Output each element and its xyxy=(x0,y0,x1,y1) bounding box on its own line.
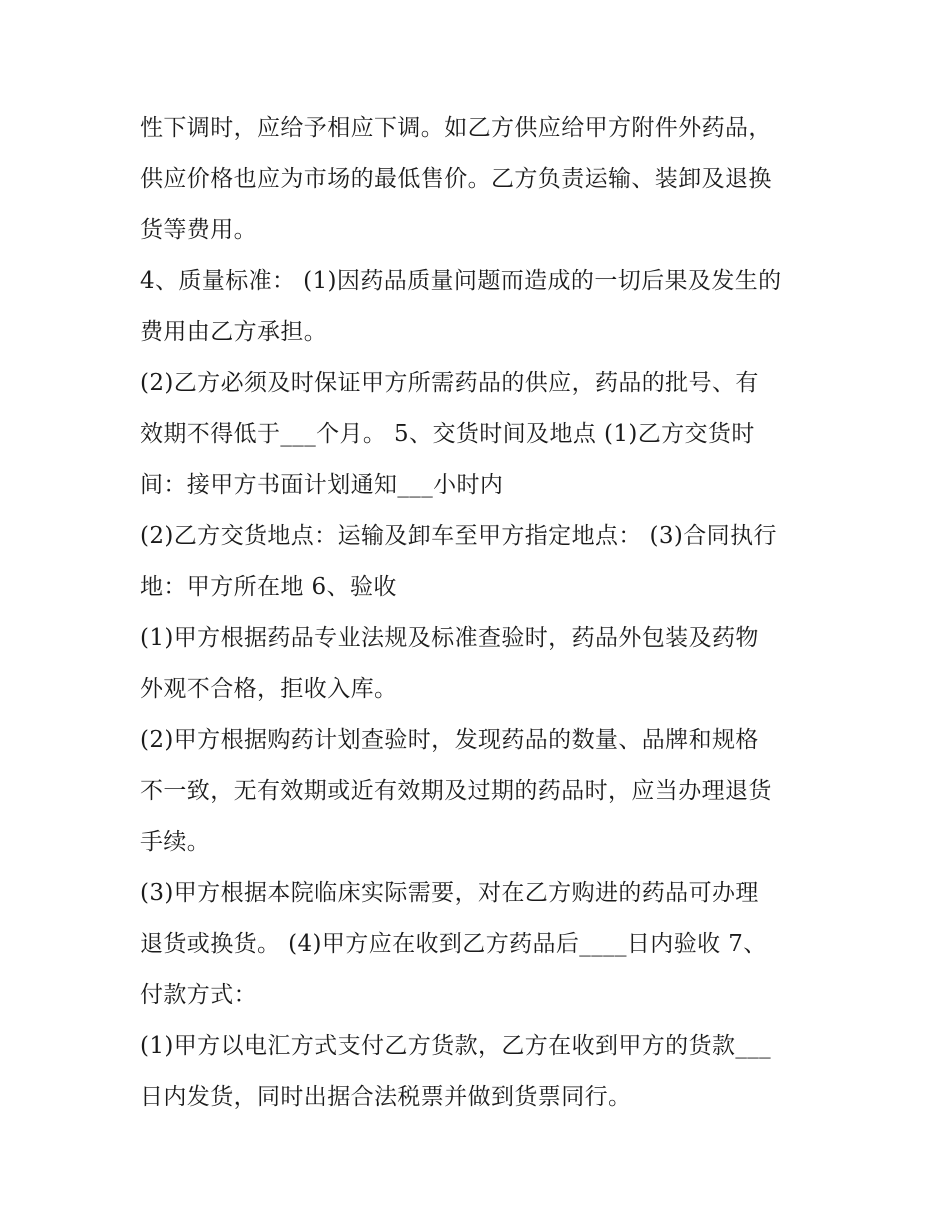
text-line: 效期不得低于___个月。 5、交货时间及地点 (1)乙方交货时 xyxy=(140,421,755,447)
text-line: 付款方式： xyxy=(140,982,257,1008)
text-line: 费用由乙方承担。 xyxy=(140,319,328,345)
text-line: 日内发货，同时出据合法税票并做到货票同行。 xyxy=(140,1084,632,1110)
text-line: (3)甲方根据本院临床实际需要，对在乙方购进的药品可办理 xyxy=(140,880,759,906)
text-line: (2)甲方根据购药计划查验时，发现药品的数量、品牌和规格 xyxy=(140,727,759,753)
text-line: 性下调时，应给予相应下调。如乙方供应给甲方附件外药品， xyxy=(140,115,772,141)
text-line: 不一致，无有效期或近有效期及过期的药品时，应当办理退货 xyxy=(140,778,772,804)
text-line: 间：接甲方书面计划通知___小时内 xyxy=(140,472,504,498)
text-line: 退货或换货。 (4)甲方应在收到乙方药品后____日内验收 7、 xyxy=(140,931,767,957)
text-line: 4、质量标准： (1)因药品质量问题而造成的一切后果及发生的 xyxy=(140,268,782,294)
text-line: 手续。 xyxy=(140,829,211,855)
text-line: (2)乙方必须及时保证甲方所需药品的供应，药品的批号、有 xyxy=(140,370,759,396)
text-line: 货等费用。 xyxy=(140,217,257,243)
text-line: (2)乙方交货地点：运输及卸车至甲方指定地点： (3)合同执行 xyxy=(140,523,777,549)
text-line: (1)甲方根据药品专业法规及标准查验时，药品外包装及药物 xyxy=(140,625,759,651)
text-line: 供应价格也应为市场的最低售价。乙方负责运输、装卸及退换 xyxy=(140,166,772,192)
text-line: (1)甲方以电汇方式支付乙方货款，乙方在收到甲方的货款___ xyxy=(140,1033,772,1059)
contract-body-text xyxy=(140,103,820,1123)
text-line: 外观不合格，拒收入库。 xyxy=(140,676,398,702)
text-line: 地：甲方所在地 6、验收 xyxy=(140,574,397,600)
